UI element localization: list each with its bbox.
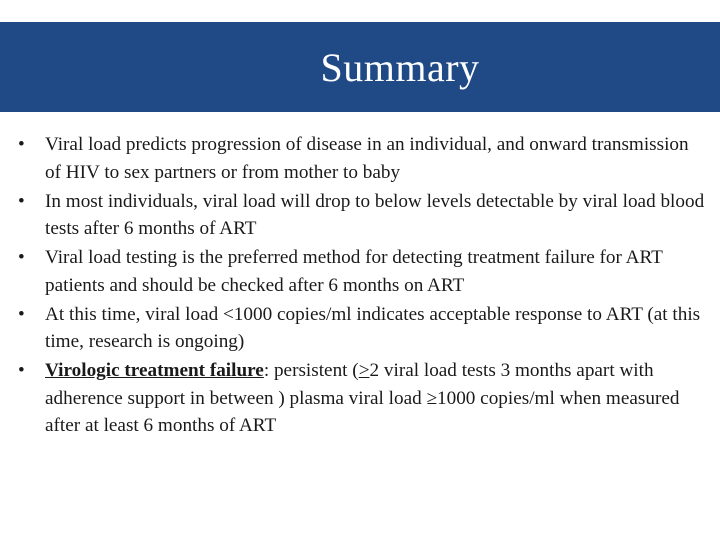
virologic-failure-term: Virologic treatment failure <box>45 360 264 381</box>
bullet-dot-icon: • <box>18 360 25 381</box>
bullet-item <box>18 131 708 186</box>
bullet-text: At this time, viral load <1000 copies/ml indicates acceptable response to ART (at this time, research is ongoing) <box>45 303 701 352</box>
slide-title: Summary <box>320 44 480 90</box>
bullet-item <box>18 357 708 440</box>
bullet-text: Viral load testing is the preferred method for detecting treatment failure for ART patients and should be checked after 6 months on ART <box>45 247 663 296</box>
bullet-text: Viral load predicts progression of disease in an individual, and onward transmission of HIV to sex partners or from mother to baby <box>45 134 689 183</box>
bullet-item <box>18 188 708 243</box>
title-bar <box>0 22 720 112</box>
bullet-dot-icon: • <box>18 134 25 155</box>
bullet-dot-icon: • <box>18 303 25 325</box>
bullet-list <box>18 131 708 441</box>
bullet-text-part-b: 2 viral load tests 3 months apart with adherence support in between ) plasma viral load ≥1000 copies/ml when measured after at least 6 months of ART <box>45 360 680 436</box>
bullet-dot-icon: • <box>18 190 25 212</box>
bullet-text-part-a: : persistent ( <box>263 360 359 381</box>
bullet-dot-icon: • <box>18 247 25 268</box>
bullet-text: In most individuals, viral load will drop to below levels detectable by viral load blood tests after 6 months of ART <box>45 190 705 239</box>
geq-symbol: > <box>358 360 370 381</box>
bullet-item <box>18 301 708 356</box>
bullet-item <box>18 244 708 299</box>
